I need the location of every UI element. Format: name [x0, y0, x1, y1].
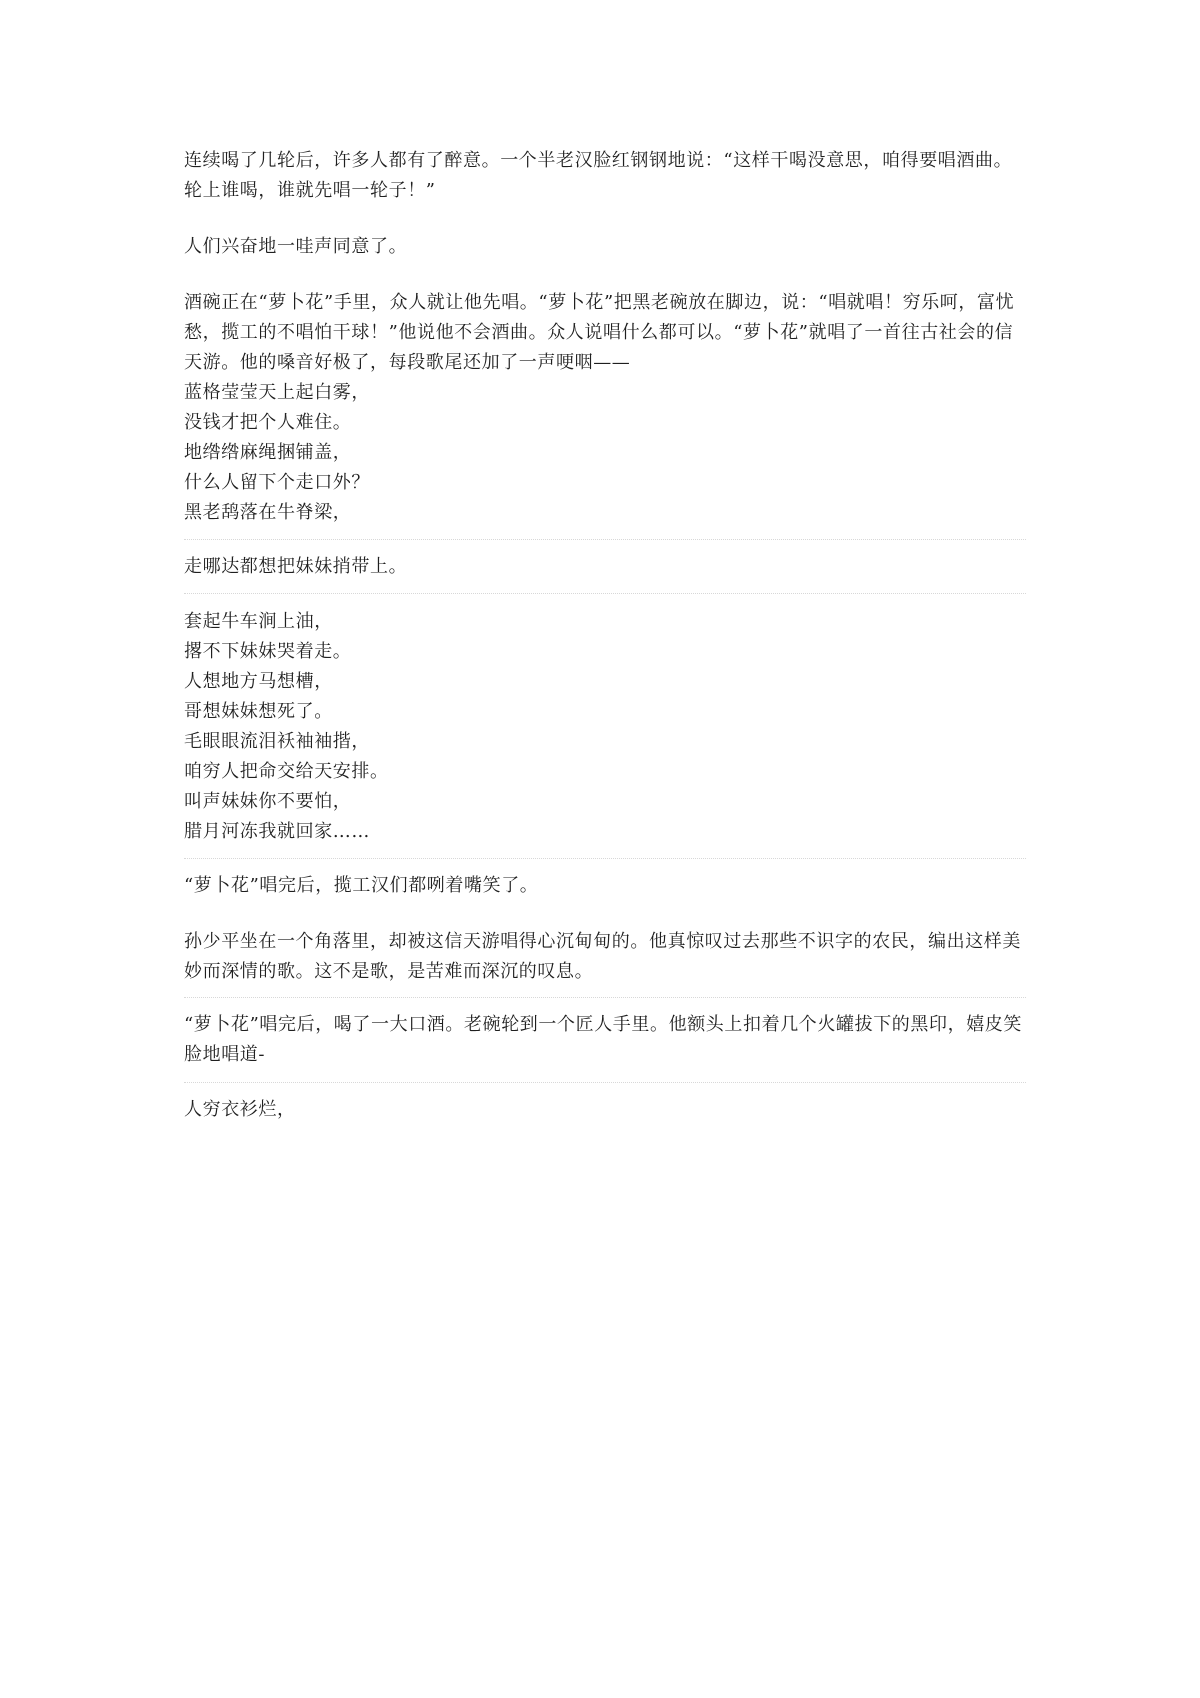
song-line: 什么人留下个走口外？ [184, 472, 370, 493]
paragraph-luobohua-sings: 酒碗正在“萝卜花”手里，众人就让他先唱。“萝卜花”把黑老碗放在脚边，说：“唱就唱！穷乐呵，富忧愁，揽工的不唱怕干球！”他说他不会酒曲。众人说唱什么都可以。“萝卜花”就唱了一首往古社会的信天游。他的嗓音好极了，每段歌尾还加了一声哽咽—— [184, 292, 1015, 373]
song-line: 叫声妹妹你不要怕， [184, 791, 352, 812]
song-line: 毛眼眼流泪袄袖袖揩， [184, 731, 370, 752]
song-line: 腊月河冻我就回家…… [184, 821, 370, 842]
song-line: 撂不下妹妹哭着走。 [184, 641, 352, 662]
song-line: 黑老鸹落在牛脊梁， [184, 502, 352, 523]
paragraph-agreement: 人们兴奋地一哇声同意了。 [184, 236, 408, 257]
dotted-divider [184, 858, 1026, 859]
paragraph-drinking-rounds: 连续喝了几轮后，许多人都有了醉意。一个半老汉脸红钢钢地说：“这样干喝没意思，咱得要唱酒曲。轮上谁喝，谁就先唱一轮子！” [184, 150, 1013, 201]
dotted-divider [184, 539, 1026, 540]
song-line: 咱穷人把命交给天安排。 [184, 761, 389, 782]
dotted-divider [184, 1082, 1026, 1083]
dotted-divider [184, 997, 1026, 998]
paragraph-craftsman-sings: “萝卜花”唱完后，喝了一大口酒。老碗轮到一个匠人手里。他额头上扣着几个火罐拔下的黑印，嬉皮笑脸地唱道- [184, 1014, 1022, 1065]
song-line: 走哪达都想把妹妹捎带上。 [184, 556, 408, 577]
song-line: 套起牛车涧上油， [184, 611, 333, 632]
paragraph-laughter: “萝卜花”唱完后，揽工汉们都咧着嘴笑了。 [184, 875, 539, 896]
document-body [184, 146, 1026, 1125]
song-line: 地绺绺麻绳捆铺盖， [184, 442, 352, 463]
paragraph-sun-shaoping: 孙少平坐在一个角落里，却被这信天游唱得心沉甸甸的。他真惊叹过去那些不识字的农民，编出这样美妙而深情的歌。这不是歌，是苦难而深沉的叹息。 [184, 931, 1021, 982]
song-line: 蓝格莹莹天上起白雾， [184, 382, 370, 403]
song-line: 人穷衣衫烂， [184, 1099, 296, 1120]
song-line: 哥想妹妹想死了。 [184, 701, 333, 722]
song-line: 没钱才把个人难住。 [184, 412, 352, 433]
dotted-divider [184, 593, 1026, 594]
song-line: 人想地方马想槽， [184, 671, 333, 692]
